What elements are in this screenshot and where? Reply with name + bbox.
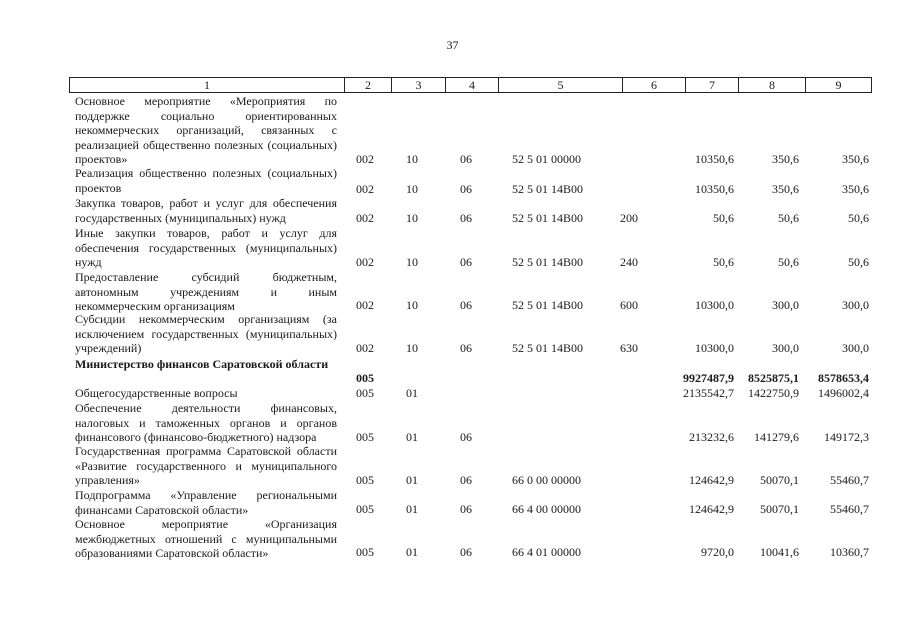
- row-description: Общегосударственные вопросы: [75, 386, 238, 400]
- row-description: Субсидии некоммерческим организациям (за исключением государственных (муниципальных) учреждений): [75, 312, 337, 355]
- cell-c6: 600: [620, 298, 638, 312]
- cell-c6: 240: [620, 255, 638, 269]
- cell-c3: 01: [406, 502, 418, 516]
- cell-c2: 002: [356, 298, 374, 312]
- cell-c5: 66 4 01 00000: [512, 545, 581, 559]
- row-description: Обеспечение деятельности финансовых, налоговых и таможенных органов и органов финансового (финансово-бюджетного) надзора: [75, 401, 337, 444]
- cell-c4: 06: [460, 152, 472, 166]
- row-description: Подпрограмма «Управление региональными финансами Саратовской области»: [75, 488, 337, 517]
- cell-c7: 124642,9: [689, 502, 734, 516]
- header-col-1: 1: [70, 78, 345, 92]
- cell-c6: 630: [620, 341, 638, 355]
- cell-c2: 005: [356, 502, 374, 516]
- cell-c8: 50070,1: [760, 502, 799, 516]
- cell-c4: 06: [460, 473, 472, 487]
- cell-c8: 300,0: [772, 341, 799, 355]
- cell-c4: 06: [460, 211, 472, 225]
- cell-c2: 005: [356, 545, 374, 559]
- cell-c3: 01: [406, 473, 418, 487]
- cell-c4: 06: [460, 341, 472, 355]
- cell-c9: 350,6: [842, 152, 869, 166]
- cell-c2: 005: [356, 371, 374, 385]
- cell-c9: 55460,7: [830, 473, 869, 487]
- cell-c2: 005: [356, 386, 374, 400]
- cell-c7: 50,6: [713, 255, 734, 269]
- cell-c3: 01: [406, 386, 418, 400]
- header-col-9: 9: [835, 78, 842, 92]
- cell-c2: 005: [356, 430, 374, 444]
- cell-c4: 06: [460, 545, 472, 559]
- header-col-4: 4: [446, 78, 499, 92]
- cell-c5: 52 5 01 14В00: [512, 298, 584, 312]
- cell-c8: 300,0: [772, 298, 799, 312]
- cell-c5: 66 4 00 00000: [512, 502, 581, 516]
- row-description: Государственная программа Саратовской области «Развитие государственного и муниципального управления»: [75, 444, 337, 487]
- cell-c4: 06: [460, 430, 472, 444]
- cell-c4: 06: [460, 182, 472, 196]
- cell-c3: 10: [406, 255, 418, 269]
- cell-c5: 52 5 01 14В00: [512, 255, 584, 269]
- cell-c7: 9720,0: [701, 545, 734, 559]
- cell-c2: 002: [356, 211, 374, 225]
- cell-c2: 002: [356, 341, 374, 355]
- cell-c3: 10: [406, 211, 418, 225]
- cell-c7: 10350,6: [695, 152, 734, 166]
- header-col-2: 2: [345, 78, 392, 92]
- row-description: Иные закупки товаров, работ и услуг для обеспечения государственных (муниципальных) нужд: [75, 226, 337, 269]
- cell-c9: 149172,3: [824, 430, 869, 444]
- header-col-5: 5: [499, 78, 623, 92]
- cell-c7: 9927487,9: [683, 371, 734, 385]
- cell-c3: 10: [406, 341, 418, 355]
- cell-c5: 52 5 01 00000: [512, 152, 581, 166]
- header-col-8: 8: [739, 78, 806, 92]
- row-description: Основное мероприятие «Организация межбюджетных отношений с муниципальными образованиями Саратовской области»: [75, 517, 337, 560]
- cell-c8: 10041,6: [760, 545, 799, 559]
- cell-c8: 141279,6: [754, 430, 799, 444]
- cell-c9: 1496002,4: [818, 386, 869, 400]
- cell-c8: 350,6: [772, 182, 799, 196]
- cell-c8: 50070,1: [760, 473, 799, 487]
- cell-c9: 10360,7: [830, 545, 869, 559]
- cell-c9: 350,6: [842, 182, 869, 196]
- cell-c7: 2135542,7: [683, 386, 734, 400]
- row-description: Предоставление субсидий бюджетным, автономным учреждениям и иным некоммерческим организациям: [75, 270, 337, 313]
- cell-c8: 1422750,9: [748, 386, 799, 400]
- header-col-3: 3: [392, 78, 446, 92]
- cell-c3: 10: [406, 298, 418, 312]
- page-number: 37: [446, 38, 459, 52]
- row-description: Министерство финансов Саратовской области: [75, 357, 329, 371]
- cell-c9: 300,0: [842, 298, 869, 312]
- cell-c7: 50,6: [713, 211, 734, 225]
- cell-c8: 50,6: [778, 211, 799, 225]
- cell-c3: 01: [406, 430, 418, 444]
- cell-c4: 06: [460, 255, 472, 269]
- cell-c7: 213232,6: [689, 430, 734, 444]
- cell-c5: 52 5 01 14В00: [512, 182, 584, 196]
- cell-c2: 002: [356, 152, 374, 166]
- row-description: Основное мероприятие «Мероприятия по поддержке социально ориентированных некоммерческих организаций, связанных с реализацией общественно полезных (социальных) проектов»: [75, 94, 337, 166]
- cell-c7: 10300,0: [695, 341, 734, 355]
- cell-c8: 8525875,1: [748, 371, 799, 385]
- cell-c7: 10350,6: [695, 182, 734, 196]
- cell-c7: 124642,9: [689, 473, 734, 487]
- cell-c9: 50,6: [848, 255, 869, 269]
- cell-c4: 06: [460, 298, 472, 312]
- cell-c5: 52 5 01 14В00: [512, 341, 584, 355]
- cell-c4: 06: [460, 502, 472, 516]
- cell-c5: 52 5 01 14В00: [512, 211, 584, 225]
- cell-c3: 10: [406, 182, 418, 196]
- cell-c9: 50,6: [848, 211, 869, 225]
- cell-c9: 300,0: [842, 341, 869, 355]
- row-description: Закупка товаров, работ и услуг для обеспечения государственных (муниципальных) нужд: [75, 196, 337, 225]
- cell-c9: 8578653,4: [818, 371, 869, 385]
- cell-c3: 10: [406, 152, 418, 166]
- header-col-6: 6: [623, 78, 686, 92]
- header-col-7: 7: [686, 78, 739, 92]
- cell-c7: 10300,0: [695, 298, 734, 312]
- cell-c5: 66 0 00 00000: [512, 473, 581, 487]
- cell-c2: 005: [356, 473, 374, 487]
- cell-c9: 55460,7: [830, 502, 869, 516]
- cell-c2: 002: [356, 255, 374, 269]
- cell-c2: 002: [356, 182, 374, 196]
- row-description: Реализация общественно полезных (социальных) проектов: [75, 166, 337, 195]
- table-header: [69, 77, 872, 93]
- cell-c8: 350,6: [772, 152, 799, 166]
- cell-c3: 01: [406, 545, 418, 559]
- cell-c6: 200: [620, 211, 638, 225]
- cell-c8: 50,6: [778, 255, 799, 269]
